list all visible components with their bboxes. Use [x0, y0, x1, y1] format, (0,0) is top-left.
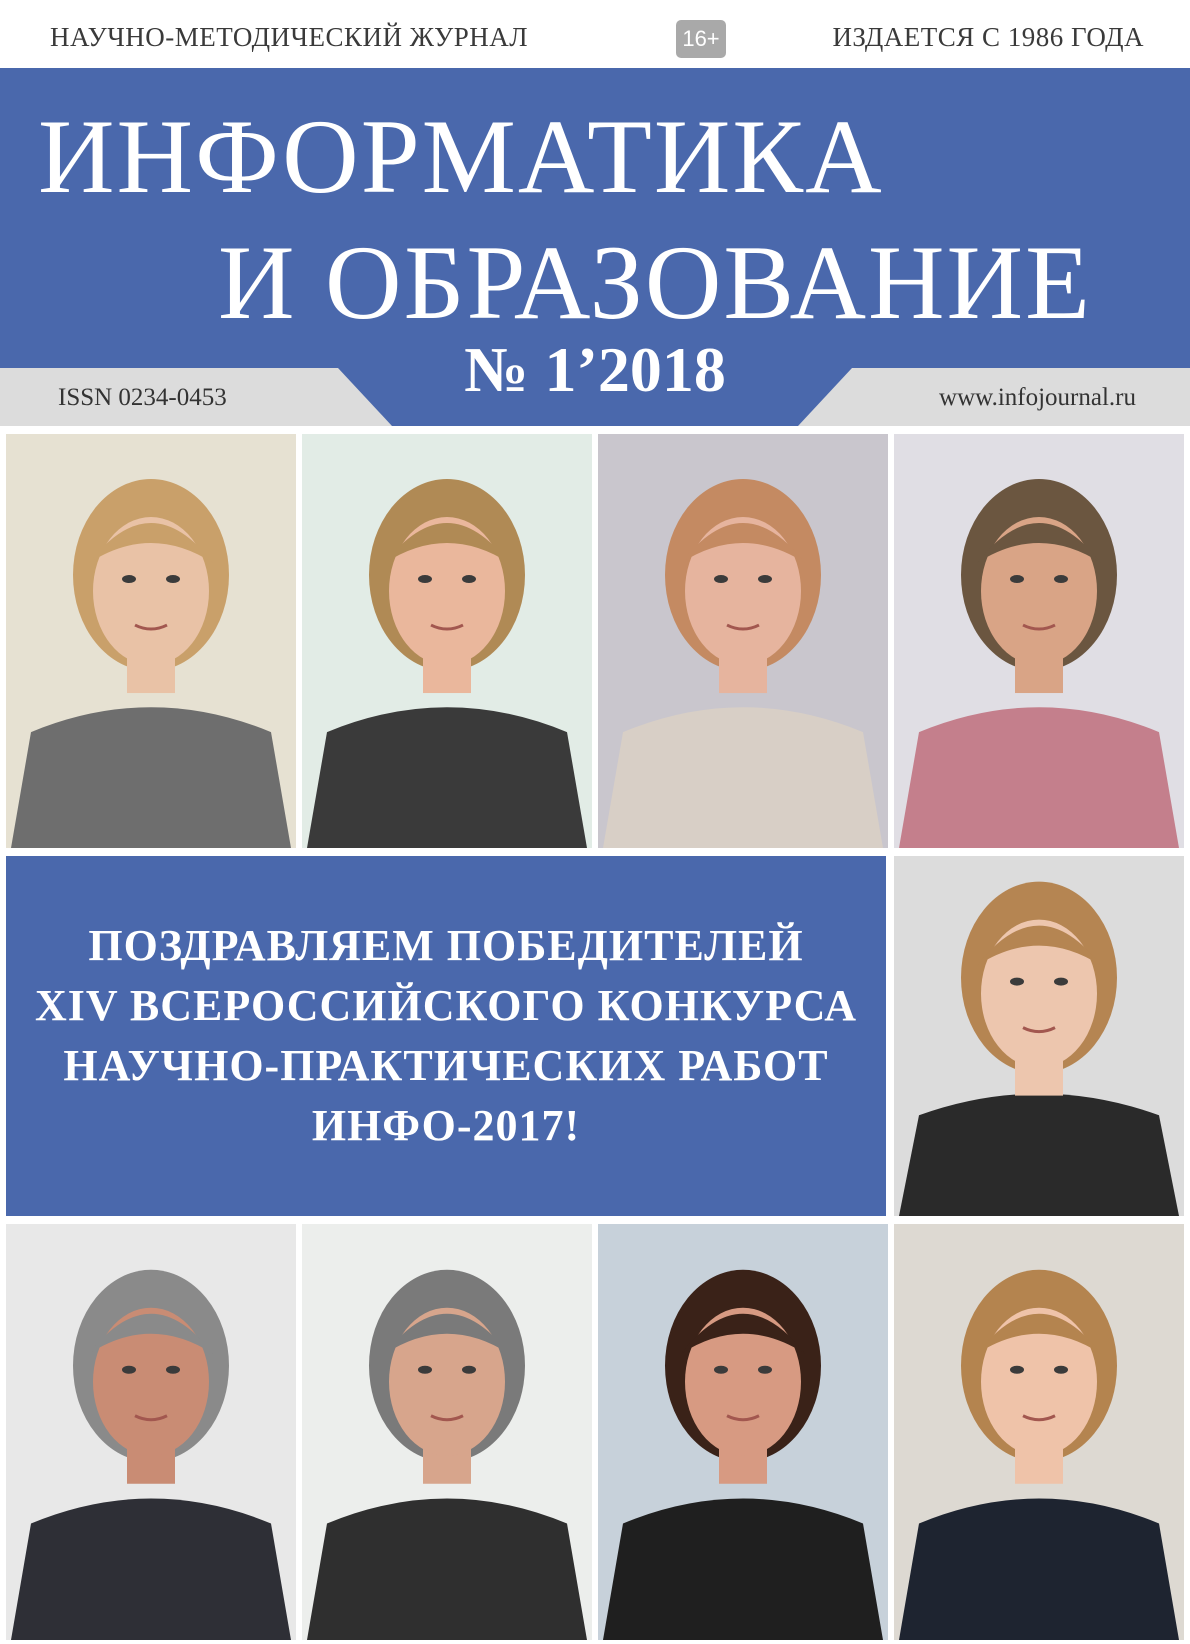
journal-title-line2: И ОБРАЗОВАНИЕ	[218, 224, 1092, 341]
issn-label: ISSN 0234-0453	[58, 384, 227, 411]
since-year-label: ИЗДАЕТСЯ С 1986 ГОДА	[832, 22, 1144, 52]
journal-title-line1: ИНФОРМАТИКА	[38, 98, 884, 215]
portrait-photo	[894, 434, 1184, 848]
portrait-photo	[894, 1224, 1184, 1640]
issue-number: № 1’2018	[464, 334, 726, 405]
portrait-photo	[302, 1224, 592, 1640]
congrats-line-4: ИНФО-2017!	[311, 1101, 581, 1150]
journal-type-label: НАУЧНО-МЕТОДИЧЕСКИЙ ЖУРНАЛ	[50, 22, 529, 52]
portrait-photo	[6, 1224, 296, 1640]
portrait-photo	[894, 856, 1184, 1216]
portrait-photo	[302, 434, 592, 848]
congrats-line-1: ПОЗДРАВЛЯЕМ ПОБЕДИТЕЛЕЙ	[88, 921, 804, 970]
congratulations-panel	[6, 856, 886, 1216]
portrait-photo	[598, 1224, 888, 1640]
website-label: www.infojournal.ru	[939, 384, 1136, 411]
portrait-photo	[6, 434, 296, 848]
congrats-line-2: XIV ВСЕРОССИЙСКОГО КОНКУРСА	[34, 981, 857, 1030]
portrait-photo	[598, 434, 888, 848]
top-strip	[0, 0, 1190, 68]
congrats-line-3: НАУЧНО-ПРАКТИЧЕСКИХ РАБОТ	[63, 1041, 829, 1090]
age-rating-badge: 16+	[676, 20, 726, 58]
